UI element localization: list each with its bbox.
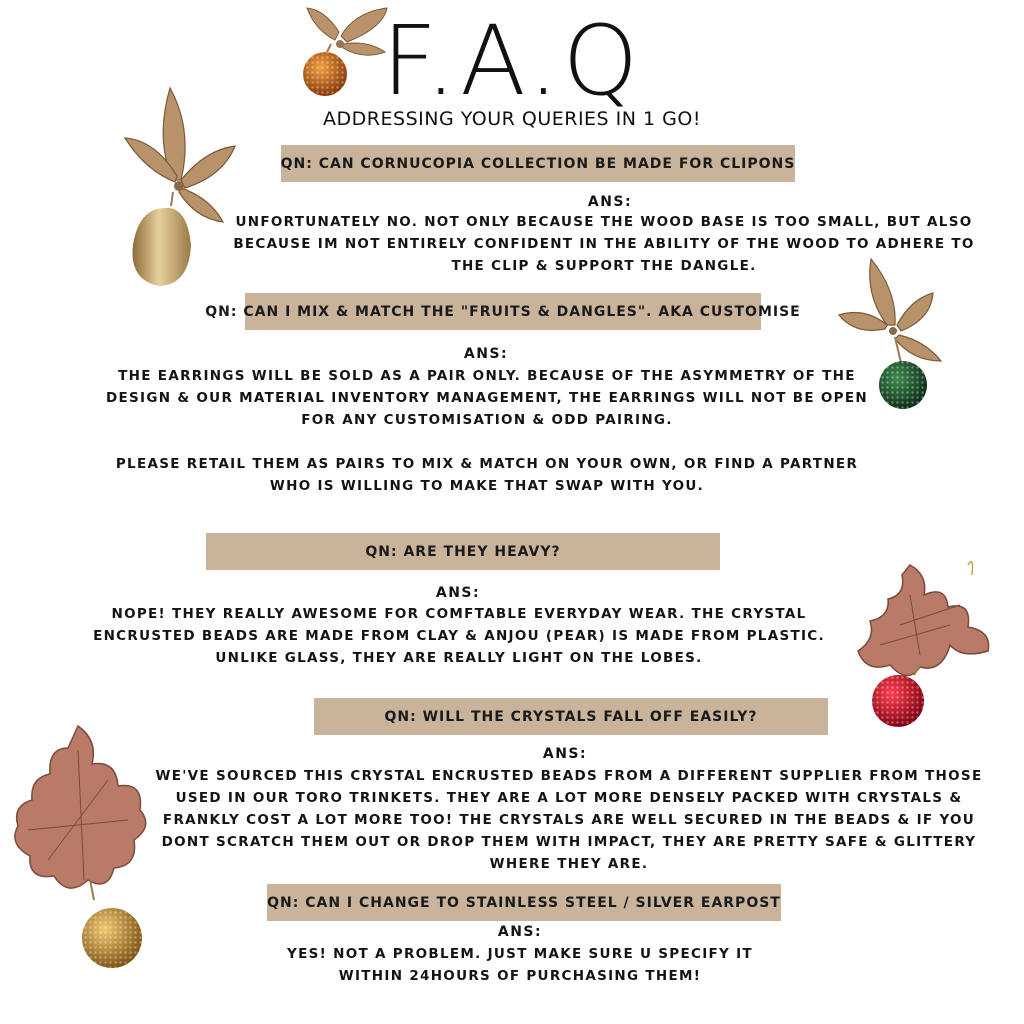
- question-text: QN: ARE THEY HEAVY?: [365, 543, 561, 560]
- question-text: QN: CAN CORNUCOPIA COLLECTION BE MADE FOR CLIPONS: [280, 155, 796, 172]
- answer-paragraph: YES! NOT A PROBLEM. JUST MAKE SURE U SPECIFY IT WITHIN 24HOURS OF PURCHASING THEM!: [287, 946, 753, 984]
- faq-answer-4: [150, 765, 988, 875]
- question-text: QN: CAN I CHANGE TO STAINLESS STEEL / SILVER EARPOST: [267, 894, 781, 911]
- faq-question-2: [205, 293, 801, 330]
- answer-label: ANS:: [587, 194, 633, 210]
- answer-paragraph: NOPE! THEY REALLY AWESOME FOR COMFTABLE EVERYDAY WEAR. THE CRYSTAL ENCRUSTED BEADS ARE MADE FROM CLAY & ANJOU (PEAR) IS MADE FROM PLASTIC. UNLIKE GLASS, THEY ARE REALLY LIGHT ON THE LOBES.: [93, 606, 825, 666]
- page-subtitle: ADDRESSING YOUR QUERIES IN 1 GO!: [323, 108, 701, 130]
- faq-question-5: [267, 884, 781, 921]
- faq-answer-3: [74, 603, 844, 669]
- faq-answer-5: [280, 943, 760, 987]
- faq-answer-2: [96, 365, 878, 497]
- answer-label: ANS:: [435, 585, 481, 601]
- answer-label: ANS:: [463, 346, 509, 362]
- faq-question-1: [281, 145, 795, 182]
- question-text: QN: WILL THE CRYSTALS FALL OFF EASILY?: [384, 708, 758, 725]
- answer-paragraph: UNFORTUNATELY NO. NOT ONLY BECAUSE THE WOOD BASE IS TOO SMALL, BUT ALSO BECAUSE IM NOT ENTIRELY CONFIDENT IN THE ABILITY OF THE WOOD TO ADHERE TO THE CLIP & SUPPORT THE DANGLE.: [233, 214, 975, 274]
- faq-question-3: [206, 533, 720, 570]
- answer-paragraph: PLEASE RETAIL THEM AS PAIRS TO MIX & MATCH ON YOUR OWN, OR FIND A PARTNER WHO IS WILLING TO MAKE THAT SWAP WITH YOU.: [115, 456, 859, 494]
- question-text: QN: CAN I MIX & MATCH THE "FRUITS & DANGLES". AKA CUSTOMISE: [205, 303, 801, 320]
- maple-earring-red-bead: [850, 555, 1010, 735]
- faq-question-4: [314, 698, 828, 735]
- faq-answer-1: [222, 211, 986, 277]
- answer-paragraph: THE EARRINGS WILL BE SOLD AS A PAIR ONLY. BECAUSE OF THE ASYMMETRY OF THE DESIGN & OUR MATERIAL INVENTORY MANAGEMENT, THE EARRINGS WILL NOT BE OPEN FOR ANY CUSTOMISATION & ODD PAIRING.: [105, 368, 868, 428]
- answer-label: ANS:: [542, 746, 588, 762]
- answer-label: ANS:: [497, 924, 543, 940]
- answer-paragraph: WE'VE SOURCED THIS CRYSTAL ENCRUSTED BEADS FROM A DIFFERENT SUPPLIER FROM THOSE USED IN OUR TORO TRINKETS. THEY ARE A LOT MORE DENSELY PACKED WITH CRYSTALS & FRANKLY COST A LOT MORE TOO! THE CRYSTALS ARE WELL SECURED IN THE BEADS & IF YOU DONT SCRATCH THEM OUT OR DROP THEM WITH IMPACT, THEY ARE PRETTY SAFE & GLITTERY WHERE THEY ARE.: [155, 768, 983, 872]
- maple-earring-gold-bead: [8, 720, 158, 975]
- page-title: F.A.Q: [381, 5, 643, 117]
